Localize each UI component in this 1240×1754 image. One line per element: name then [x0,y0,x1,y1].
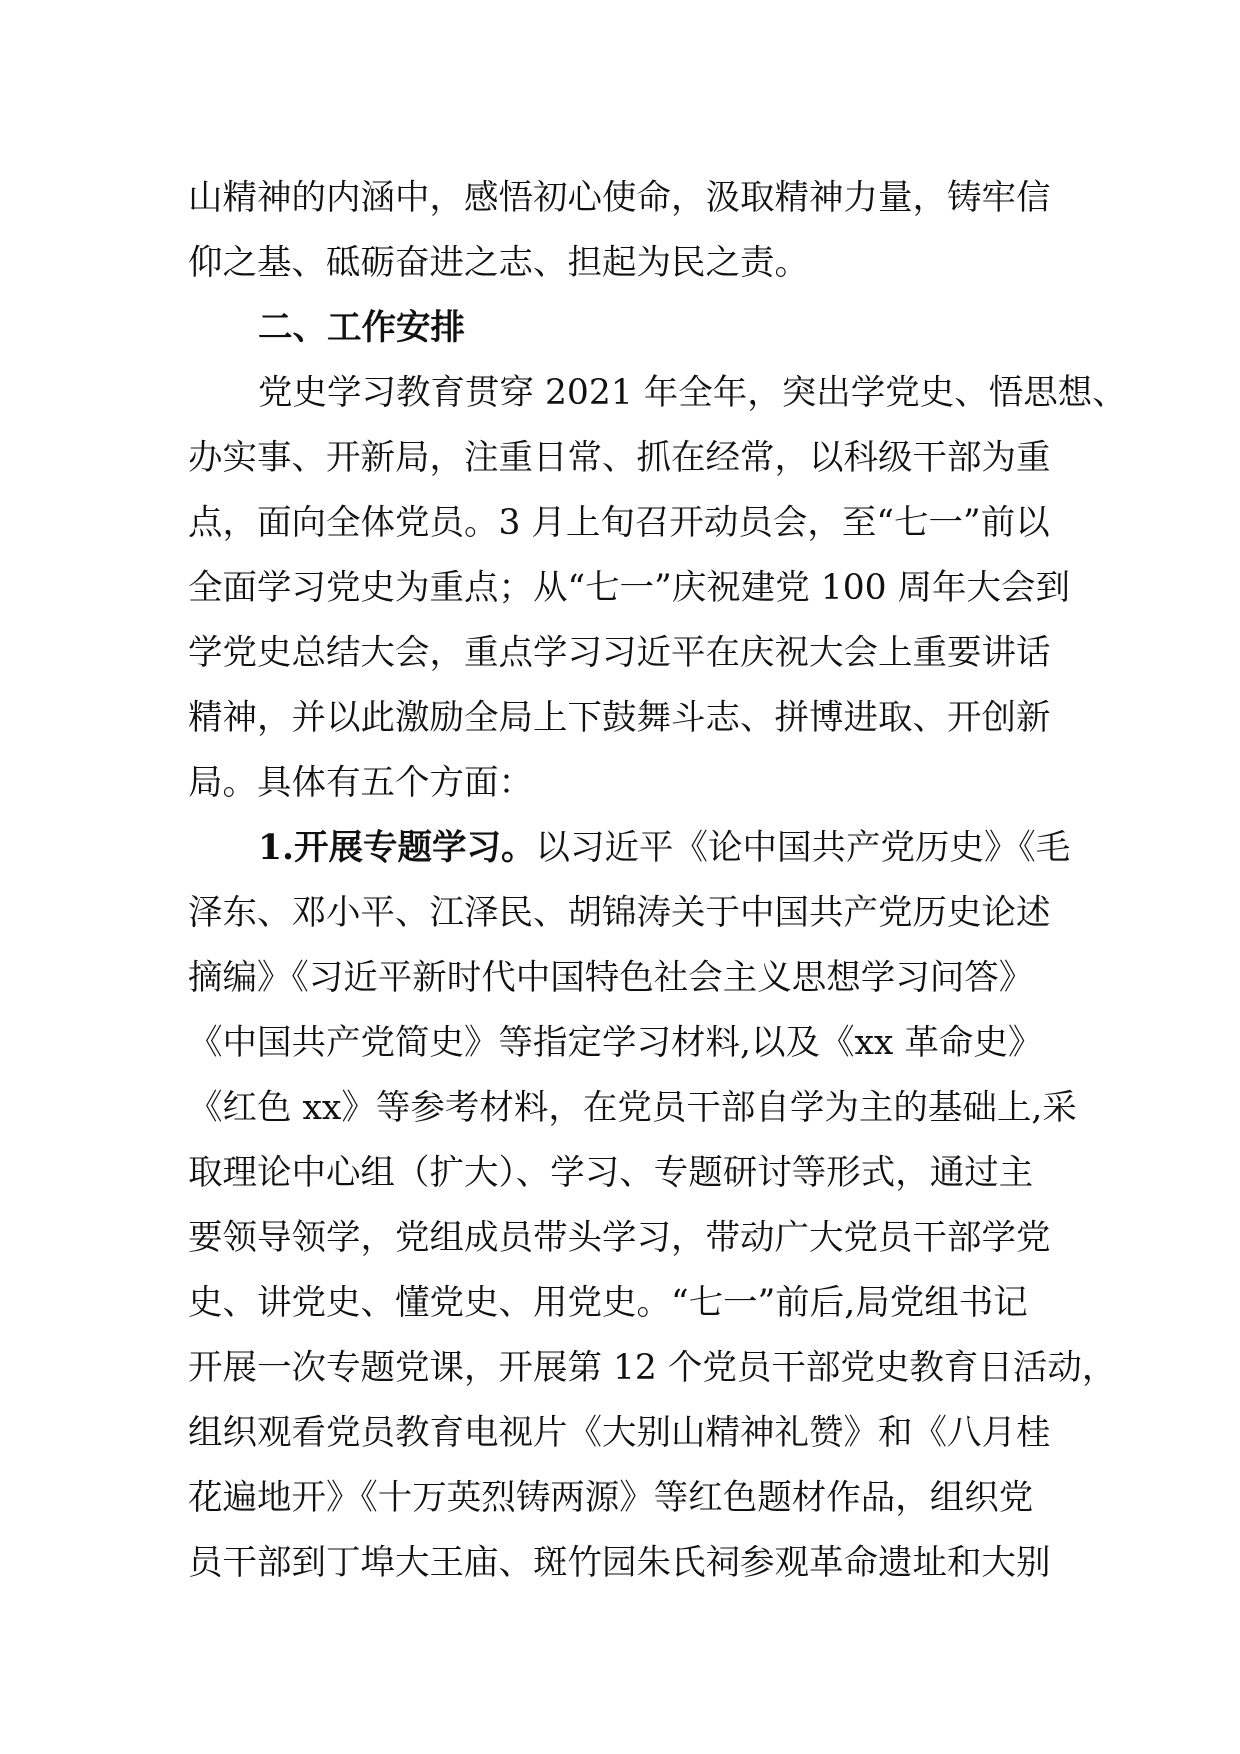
paragraph-line: 《红色 xx》等参考材料，在党员干部自学为主的基础上,采 [188,1088,1077,1128]
paragraph-line: 要领导领学，党组成员带头学习，带动广大党员干部学党 [188,1218,1051,1258]
list-item-1-lead: 1.开展专题学习。 [258,828,536,868]
paragraph-line: 史、讲党史、懂党史、用党史。“七一”前后,局党组书记 [188,1283,1028,1323]
list-item-1-text: 以习近平《论中国共产党历史》《毛 [535,828,1071,868]
paragraph-line: 仰之基、砥砺奋进之志、担起为民之责。 [188,243,809,283]
paragraph-line: 学党史总结大会，重点学习习近平在庆祝大会上重要讲话 [188,633,1051,673]
list-item-1-first-line [188,816,1071,881]
paragraph-line: 全面学习党史为重点；从“七一”庆祝建党 100 周年大会到 [188,568,1071,608]
paragraph-line: 泽东、邓小平、江泽民、胡锦涛关于中国共产党历史论述 [188,893,1051,933]
paragraph-line: 摘编》《习近平新时代中国特色社会主义思想学习问答》 [188,958,1034,998]
paragraph-line: 山精神的内涵中，感悟初心使命，汲取精神力量，铸牢信 [188,178,1051,218]
paragraph-line: 花遍地开》《十万英烈铸两源》等红色题材作品，组织党 [188,1478,1034,1518]
paragraph-line: 精神，并以此激励全局上下鼓舞斗志、拼博进取、开创新 [188,698,1051,738]
paragraph-line: 员干部到丁埠大王庙、斑竹园朱氏祠参观革命遗址和大别 [188,1543,1051,1583]
paragraph-line: 局。具体有五个方面： [188,763,533,803]
section-heading: 二、工作安排 [258,308,465,348]
paragraph-line: 开展一次专题党课，开展第 12 个党员干部党史教育日活动， [188,1348,1117,1388]
paragraph-line: 取理论中心组（扩大）、学习、专题研讨等形式，通过主 [188,1153,1034,1193]
document-body [188,166,1127,1596]
paragraph-line: 党史学习教育贯穿 2021 年全年，突出学党史、悟思想、 [258,373,1127,413]
paragraph-line: 点，面向全体党员。3 月上旬召开动员会，至“七一”前以 [188,503,1050,543]
paragraph-line: 办实事、开新局，注重日常、抓在经常，以科级干部为重 [188,438,1051,478]
paragraph-line: 《中国共产党简史》等指定学习材料,以及《xx 革命史》 [188,1023,1043,1063]
paragraph-line: 组织观看党员教育电视片《大别山精神礼赞》和《八月桂 [188,1413,1051,1453]
